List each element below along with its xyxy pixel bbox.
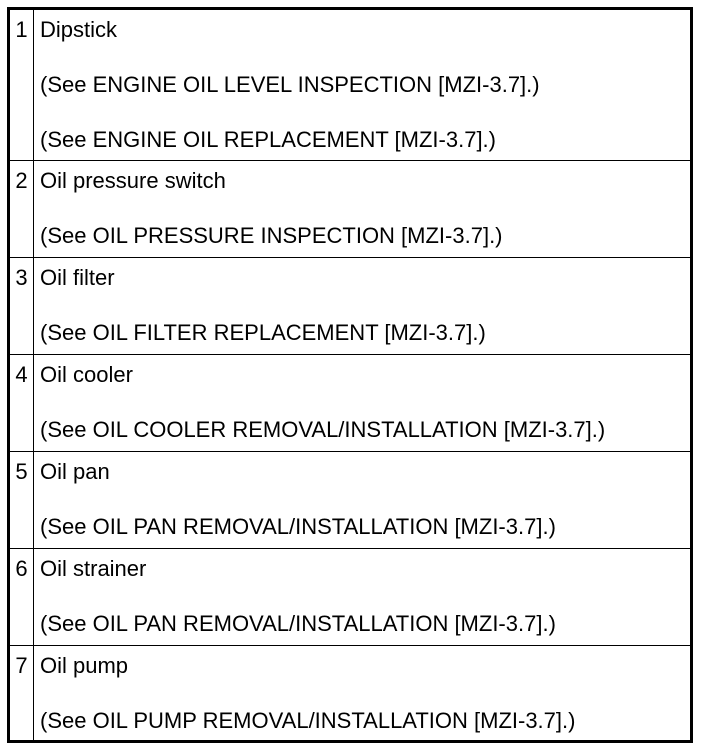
part-name: Dipstick — [40, 17, 118, 42]
table-row — [10, 452, 690, 549]
row-content — [34, 549, 690, 645]
row-number: 7 — [10, 646, 34, 740]
row-content — [34, 258, 690, 354]
reference-link[interactable]: (See OIL PAN REMOVAL/INSTALLATION [MZI-3.7].) — [40, 514, 556, 539]
reference-link[interactable]: (See ENGINE OIL REPLACEMENT [MZI-3.7].) — [40, 127, 496, 152]
row-content — [34, 452, 690, 548]
table-row — [10, 355, 690, 452]
reference-link[interactable]: (See OIL PRESSURE INSPECTION [MZI-3.7].) — [40, 223, 503, 248]
part-name: Oil cooler — [40, 362, 133, 387]
part-name: Oil strainer — [40, 556, 147, 581]
reference-link[interactable]: (See OIL PUMP REMOVAL/INSTALLATION [MZI-3.7].) — [40, 708, 576, 733]
row-number: 6 — [10, 549, 34, 645]
parts-table — [7, 7, 693, 743]
reference-link[interactable]: (See OIL FILTER REPLACEMENT [MZI-3.7].) — [40, 320, 486, 345]
row-number: 1 — [10, 10, 34, 160]
part-name: Oil filter — [40, 265, 115, 290]
part-name: Oil pump — [40, 653, 129, 678]
table-row — [10, 646, 690, 740]
row-content — [34, 646, 690, 740]
table-row — [10, 10, 690, 161]
row-number: 5 — [10, 452, 34, 548]
row-number: 3 — [10, 258, 34, 354]
reference-link[interactable]: (See ENGINE OIL LEVEL INSPECTION [MZI-3.7].) — [40, 72, 540, 97]
part-name: Oil pressure switch — [40, 168, 226, 193]
table-row — [10, 161, 690, 258]
row-content — [34, 161, 690, 257]
reference-link[interactable]: (See OIL COOLER REMOVAL/INSTALLATION [MZI-3.7].) — [40, 417, 606, 442]
table-row — [10, 549, 690, 646]
row-content — [34, 355, 690, 451]
row-number: 2 — [10, 161, 34, 257]
reference-link[interactable]: (See OIL PAN REMOVAL/INSTALLATION [MZI-3.7].) — [40, 611, 556, 636]
row-content — [34, 10, 690, 160]
table-row — [10, 258, 690, 355]
part-name: Oil pan — [40, 459, 110, 484]
row-number: 4 — [10, 355, 34, 451]
